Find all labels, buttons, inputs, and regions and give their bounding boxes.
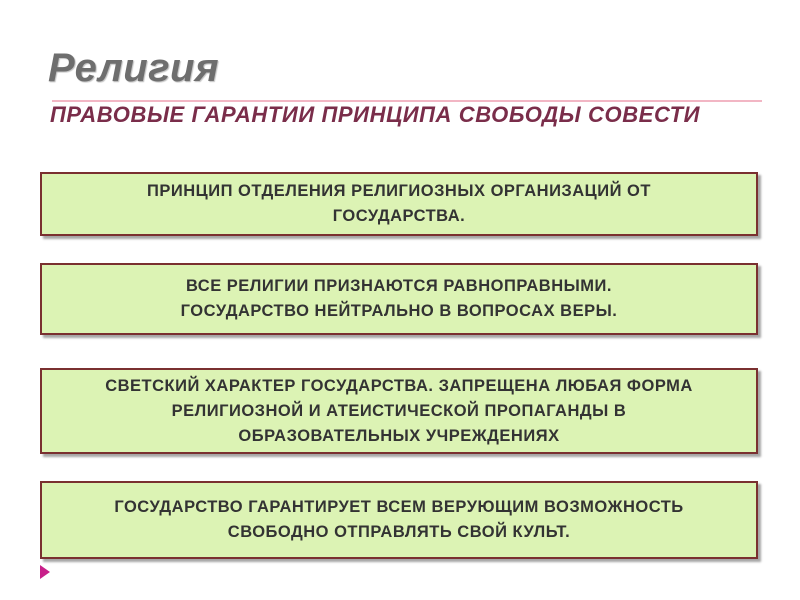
box-text-line: СВЕТСКИЙ ХАРАКТЕР ГОСУДАРСТВА. ЗАПРЕЩЕНА ЛЮБАЯ ФОРМА — [105, 376, 693, 395]
guarantee-box-equality — [40, 263, 758, 335]
box-text-line: РЕЛИГИОЗНОЙ И АТЕИСТИЧЕСКОЙ ПРОПАГАНДЫ В — [171, 401, 627, 420]
box-text-line: ПРИНЦИП ОТДЕЛЕНИЯ РЕЛИГИОЗНЫХ ОРГАНИЗАЦИЙ ОТ — [147, 182, 651, 200]
slide-subtitle: ПРАВОВЫЕ ГАРАНТИИ ПРИНЦИПА СВОБОДЫ СОВЕСТИ — [50, 102, 701, 127]
box-text-line: ОБРАЗОВАТЕЛЬНЫХ УЧРЕЖДЕНИЯХ — [238, 426, 560, 445]
play-triangle-icon[interactable] — [40, 565, 50, 579]
slide-title: Религия — [48, 46, 220, 90]
guarantee-box-secular — [40, 368, 758, 454]
box-text-line: ГОСУДАРСТВА. — [332, 207, 466, 225]
box-text-line: СВОБОДНО ОТПРАВЛЯТЬ СВОЙ КУЛЬТ. — [227, 523, 571, 541]
guarantee-box-separation — [40, 172, 758, 236]
box-text-line: ГОСУДАРСТВО ГАРАНТИРУЕТ ВСЕМ ВЕРУЮЩИМ ВОЗМОЖНОСТЬ — [114, 498, 684, 516]
box-text-line: ВСЕ РЕЛИГИИ ПРИЗНАЮТСЯ РАВНОПРАВНЫМИ. — [186, 277, 612, 295]
box-text-line: ГОСУДАРСТВО НЕЙТРАЛЬНО В ВОПРОСАХ ВЕРЫ. — [180, 302, 618, 320]
guarantee-box-worship — [40, 481, 758, 559]
